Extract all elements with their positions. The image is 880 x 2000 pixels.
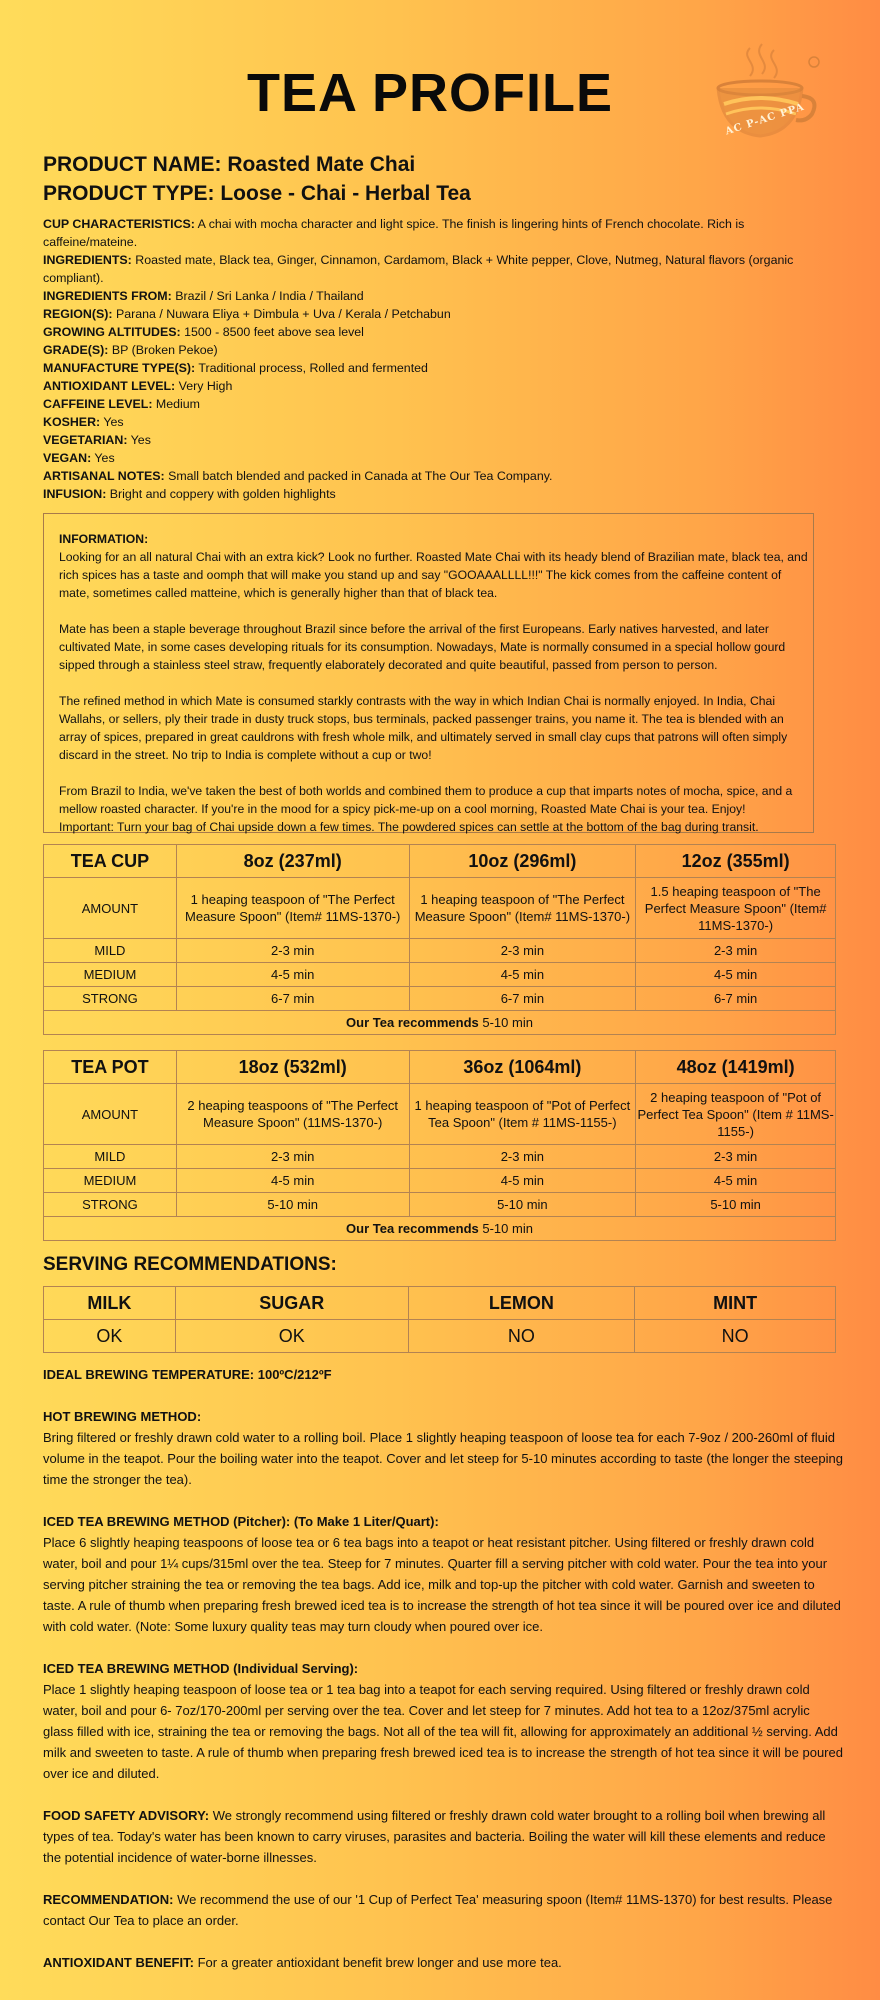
antioxidant-benefit [43,1952,843,1973]
product-name-label: PRODUCT NAME: [43,153,222,176]
tea-cup-table [43,844,836,1035]
information-paragraph: Looking for an all natural Chai with an extra kick? Look no further. Roasted Mate Chai with its heady blend of Brazilian mate, black tea, and rich spices has a taste and oomph that will make you stand up and say "GOOAAALLLL!!!" The kick comes from the caffeine content of mate, sometimes called matteine, which is generally higher than that of black tea. [59,550,808,600]
iced-single-text: Place 1 slightly heaping teaspoon of loose tea or 1 tea bag into a teapot for each serving required. Using filtered or freshly drawn cold water, boil and pour 6- 7oz/170-200ml per serving over the tea. Cover and let steep for 7 minutes. Add hot tea to a 12oz/375ml acrylic glass filled with ice, straining the tea or removing the bags. Not all of the tea will fit, allowing for approximately an additional ½ serving. Add milk and sweeten to taste. A rule of thumb when preparing fresh brewed iced tea is to increase the strength of hot tea since it will be poured over ice and diluted. [43,1682,843,1781]
food-safety-text: We strongly recommend using filtered or freshly drawn cold water brought to a rolling boil when brewing all types of tea. Today's water has been known to carry viruses, parasites and bacteria. Boiling the water will kill these elements and reduce the potential incidence of water-borne illnesses. [43,1808,826,1865]
serving-table [43,1286,836,1353]
amount-cell: 2 heaping teaspoon of "Pot of Perfect Tea Spoon" (Item # 11MS-1155-) [636,1084,836,1145]
food-safety-label: FOOD SAFETY ADVISORY: [43,1808,210,1823]
product-type: Loose - Chai - Herbal Tea [220,182,471,205]
size-header: 36oz (1064ml) [409,1051,636,1084]
amount-cell: 2 heaping teaspoons of "The Perfect Measure Spoon" (11MS-1370-) [176,1084,409,1145]
recommendation-label: Our Tea recommends [346,1015,479,1030]
strength-label: STRONG [44,1193,177,1217]
serving-value: OK [175,1320,408,1353]
logo-text: AC P-AC PPA [724,101,806,138]
spec-item: ANTIOXIDANT LEVEL: Very High [43,379,233,393]
spec-item: INGREDIENTS FROM: Brazil / Sri Lanka / India / Thailand [43,289,364,303]
strength-label: MEDIUM [44,963,177,987]
time-cell: 6-7 min [409,987,636,1011]
time-cell: 4-5 min [176,963,409,987]
information-paragraph: The refined method in which Mate is consumed starkly contrasts with the way in which Indian Chai is normally enjoyed. In India, Chai Wallahs, or sellers, ply their trade in dusty truck stops, bus terminals, packed passenger trains, you name it. The tea is blended with an array of spices, prepared in great cauldrons with fresh whole milk, and ultimately served in small clay cups that patrons will often simply discard in the street. No trip to India is complete without a cup or two! [59,694,788,762]
time-cell: 5-10 min [409,1193,636,1217]
information-heading: INFORMATION: [59,532,149,546]
spec-item: GROWING ALTITUDES: 1500 - 8500 feet above sea level [43,325,364,339]
brewing-methods [43,1364,843,1994]
strength-label: MEDIUM [44,1169,177,1193]
amount-cell: 1 heaping teaspoon of "Pot of Perfect Tea Spoon" (Item # 11MS-1155-) [409,1084,636,1145]
recommendation [43,1889,843,1931]
serving-label: MILK [44,1287,176,1320]
time-cell: 4-5 min [409,963,636,987]
product-type-label: PRODUCT TYPE: [43,182,215,205]
serving-value: OK [44,1320,176,1353]
spec-item: CUP CHARACTERISTICS: A chai with mocha character and light spice. The finish is lingering hints of French chocolate. Rich is caffeine/mateine. [43,217,745,249]
recommendation-label: Our Tea recommends [346,1221,479,1236]
time-cell: 2-3 min [636,1145,836,1169]
amount-label: AMOUNT [44,878,177,939]
antioxidant-text: For a greater antioxidant benefit brew longer and use more tea. [197,1955,562,1970]
serving-label: MINT [635,1287,836,1320]
spec-item: ARTISANAL NOTES: Small batch blended and packed in Canada at The Our Tea Company. [43,469,553,483]
time-cell: 5-10 min [636,1193,836,1217]
time-cell: 4-5 min [636,1169,836,1193]
ideal-temperature: IDEAL BREWING TEMPERATURE: 100ºC/212ºF [43,1367,332,1382]
spec-item: VEGAN: Yes [43,451,115,465]
size-header: 8oz (237ml) [176,845,409,878]
time-cell: 6-7 min [636,987,836,1011]
time-cell: 2-3 min [409,1145,636,1169]
iced-single-method [43,1658,843,1784]
hot-method [43,1406,843,1490]
information-paragraph: Mate has been a staple beverage throughout Brazil since before the arrival of the first Europeans. Early natives harvested, and later cultivated Mate, in some cases developing rituals for its consumption. Nowadays, Mate is normally consumed in a special hollow gourd sipped through a stainless steel straw, frequently elaborately decorated and quite beautiful, passed from person to person. [59,622,786,672]
strength-label: MILD [44,1145,177,1169]
serving-heading: SERVING RECOMMENDATIONS: [43,1254,337,1275]
time-cell: 2-3 min [636,939,836,963]
spec-item: MANUFACTURE TYPE(S): Traditional process, Rolled and fermented [43,361,428,375]
strength-label: MILD [44,939,177,963]
information-important: Important: Turn your bag of Chai upside down a few times. The powdered spices can settle at the bottom of the bag during transit. [59,820,759,834]
size-header: 12oz (355ml) [636,845,836,878]
time-cell: 2-3 min [176,939,409,963]
tea-pot-table [43,1050,836,1241]
page-title: TEA PROFILE [246,63,613,123]
spec-item: REGION(S): Parana / Nuwara Eliya + Dimbula + Uva / Kerala / Petchabun [43,307,451,321]
spec-item: CAFFEINE LEVEL: Medium [43,397,200,411]
product-name-line [43,153,415,177]
serving-label: SUGAR [175,1287,408,1320]
time-cell: 2-3 min [409,939,636,963]
antioxidant-label: ANTIOXIDANT BENEFIT: [43,1955,194,1970]
iced-pitcher-heading: ICED TEA BREWING METHOD (Pitcher): (To Make 1 Liter/Quart): [43,1514,439,1529]
time-cell: 4-5 min [176,1169,409,1193]
food-safety [43,1805,843,1868]
spec-item: INGREDIENTS: Roasted mate, Black tea, Ginger, Cinnamon, Cardamom, Black + White pepper, Clove, Nutmeg, Natural flavors (organic compliant). [43,253,794,285]
size-header: 48oz (1419ml) [636,1051,836,1084]
information-paragraph: From Brazil to India, we've taken the best of both worlds and combined them to produce a cup that imparts notes of mocha, spice, and a mellow roasted character. If you're in the mood for a spicy pick-me-up on a cool morning, Roasted Mate Chai is your tea. Enjoy! [59,784,793,816]
tea-pot-header: TEA POT [44,1051,177,1084]
spec-list [43,215,833,503]
product-name: Roasted Mate Chai [227,153,416,176]
recommendation-value: 5-10 min [482,1221,533,1236]
iced-pitcher-text: Place 6 slightly heaping teaspoons of loose tea or 6 tea bags into a teapot or heat resistant pitcher. Using filtered or freshly drawn cold water, boil and pour 1¼ cups/315ml over the tea. Steep for 7 minutes. Quarter fill a serving pitcher with cold water. Pour the tea into your serving pitcher straining the tea or removing the tea bags. Add ice, milk and top-up the pitcher with cold water. Garnish and sweeten to taste. A rule of thumb when preparing fresh brewed iced tea is to increase the strength of hot tea since it will be poured over ice and diluted with cold water. (Note: Some luxury quality teas may turn cloudy when poured over ice. [43,1535,841,1634]
serving-value: NO [635,1320,836,1353]
size-header: 10oz (296ml) [409,845,636,878]
recommendation-row [44,1011,836,1035]
hot-method-text: Bring filtered or freshly drawn cold water to a rolling boil. Place 1 slightly heaping teaspoon of loose tea for each 7-9oz / 200-260ml of fluid volume in the teapot. Pour the boiling water into the teapot. Cover and let steep for 5-10 minutes according to taste (the longer the steeping time the stronger the tea). [43,1430,843,1487]
tea-cup-logo-icon [700,40,830,160]
strength-label: STRONG [44,987,177,1011]
recommendation-row [44,1217,836,1241]
size-header: 18oz (532ml) [176,1051,409,1084]
recommendation-value: 5-10 min [482,1015,533,1030]
spec-item: GRADE(S): BP (Broken Pekoe) [43,343,218,357]
recommendation-heading: RECOMMENDATION: [43,1892,174,1907]
amount-cell: 1 heaping teaspoon of "The Perfect Measure Spoon" (Item# 11MS-1370-) [409,878,636,939]
amount-cell: 1.5 heaping teaspoon of "The Perfect Measure Spoon" (Item# 11MS-1370-) [636,878,836,939]
amount-label: AMOUNT [44,1084,177,1145]
hot-method-heading: HOT BREWING METHOD: [43,1409,202,1424]
time-cell: 4-5 min [409,1169,636,1193]
time-cell: 4-5 min [636,963,836,987]
time-cell: 5-10 min [176,1193,409,1217]
amount-cell: 1 heaping teaspoon of "The Perfect Measure Spoon" (Item# 11MS-1370-) [176,878,409,939]
iced-single-heading: ICED TEA BREWING METHOD (Individual Serving): [43,1661,359,1676]
spec-item: INFUSION: Bright and coppery with golden highlights [43,487,336,501]
spec-item: VEGETARIAN: Yes [43,433,151,447]
tea-cup-header: TEA CUP [44,845,177,878]
spec-item: KOSHER: Yes [43,415,124,429]
iced-pitcher-method [43,1511,843,1637]
time-cell: 6-7 min [176,987,409,1011]
serving-value: NO [408,1320,635,1353]
time-cell: 2-3 min [176,1145,409,1169]
recommendation-text: We recommend the use of our '1 Cup of Perfect Tea' measuring spoon (Item# 11MS-1370) for best results. Please contact Our Tea to place an order. [43,1892,833,1928]
serving-label: LEMON [408,1287,635,1320]
information-box [43,513,814,833]
product-type-line [43,182,471,206]
